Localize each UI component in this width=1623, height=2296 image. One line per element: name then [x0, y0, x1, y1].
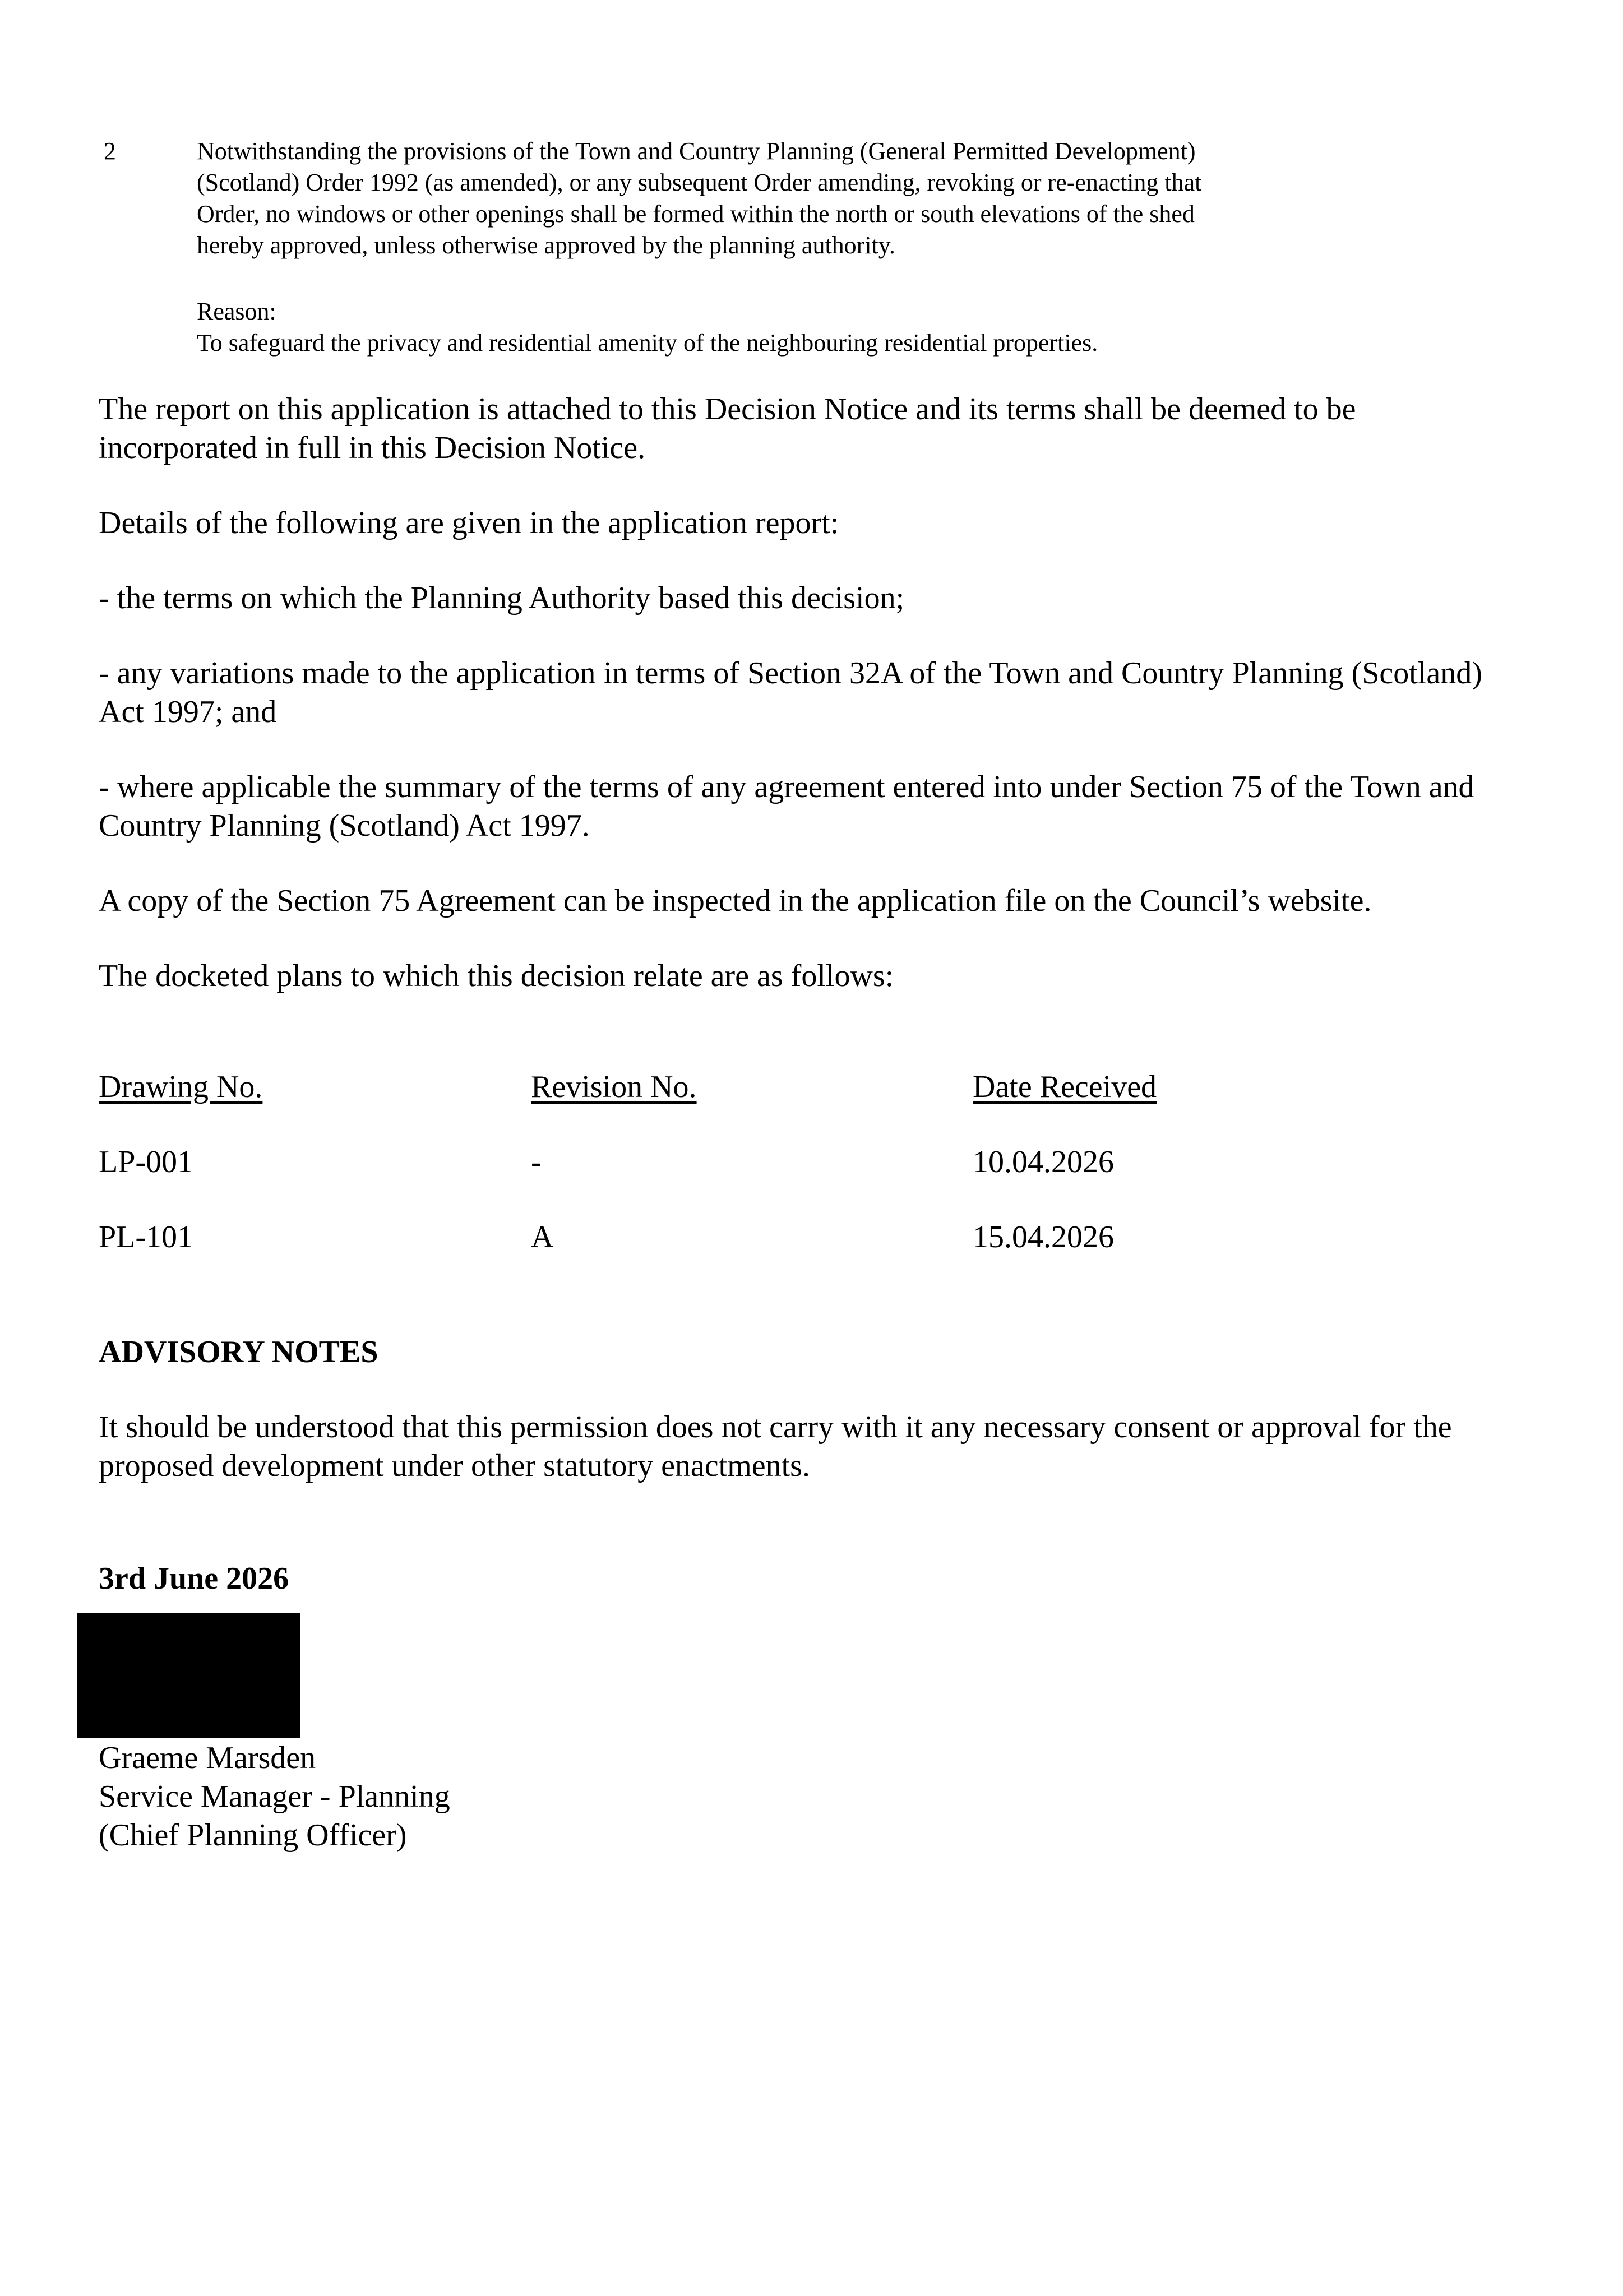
- column-header-revision-no: Revision No.: [531, 1070, 697, 1104]
- column-header-drawing-no: Drawing No.: [99, 1070, 263, 1104]
- section75-paragraph: A copy of the Section 75 Agreement can be inspected in the application file on the Council’s website.: [99, 883, 1372, 918]
- decision-date: 3rd June 2026: [99, 1561, 289, 1596]
- condition-text-line: hereby approved, unless otherwise approved by the planning authority.: [197, 232, 895, 259]
- drawing-number: PL-101: [99, 1220, 193, 1255]
- signatory-title: Service Manager - Planning: [99, 1779, 450, 1814]
- detail-item: - any variations made to the application in terms of Section 32A of the Town and Country Planning (Scotland) Act 1997; and: [99, 656, 1482, 729]
- date-received: 10.04.2026: [973, 1145, 1114, 1179]
- condition-text-line: Notwithstanding the provisions of the Town and Country Planning (General Permitted Development): [197, 137, 1196, 165]
- reason-label: Reason:: [197, 298, 276, 325]
- reason-block: [197, 296, 1430, 359]
- redacted-signature: [77, 1613, 300, 1738]
- signatory-block: [99, 1739, 450, 1855]
- condition-number: 2: [104, 137, 116, 165]
- column-header-date-received: Date Received: [973, 1070, 1157, 1104]
- date-received: 15.04.2026: [973, 1220, 1114, 1255]
- detail-item: - the terms on which the Planning Authority based this decision;: [99, 581, 905, 615]
- detail-item: - where applicable the summary of the terms of any agreement entered into under Section 75 of the Town and Country Planning (Scotland) Act 1997.: [99, 770, 1474, 843]
- advisory-notes: [99, 1333, 1511, 1485]
- advisory-heading: ADVISORY NOTES: [99, 1335, 378, 1369]
- plans-intro: The docketed plans to which this decision relate are as follows:: [99, 959, 894, 993]
- reason-text: To safeguard the privacy and residential amenity of the neighbouring residential properties.: [197, 329, 1098, 357]
- report-paragraph: The report on this application is attached to this Decision Notice and its terms shall be deemed to be incorporated in full in this Decision Notice.: [99, 392, 1356, 465]
- advisory-text: It should be understood that this permission does not carry with it any necessary consent or approval for the proposed development under other statutory enactments.: [99, 1410, 1452, 1483]
- decision-body: [99, 390, 1511, 1032]
- details-intro: Details of the following are given in the application report:: [99, 506, 839, 540]
- signatory-role: (Chief Planning Officer): [99, 1818, 407, 1853]
- revision-number: -: [531, 1145, 542, 1179]
- condition-body: [197, 136, 1430, 359]
- signatory-name: Graeme Marsden: [99, 1740, 316, 1775]
- condition-text-line: Order, no windows or other openings shall be formed within the north or south elevations of the shed: [197, 200, 1195, 228]
- revision-number: A: [531, 1220, 554, 1255]
- drawing-number: LP-001: [99, 1145, 193, 1179]
- condition-text-line: (Scotland) Order 1992 (as amended), or any subsequent Order amending, revoking or re-enacting that: [197, 169, 1202, 196]
